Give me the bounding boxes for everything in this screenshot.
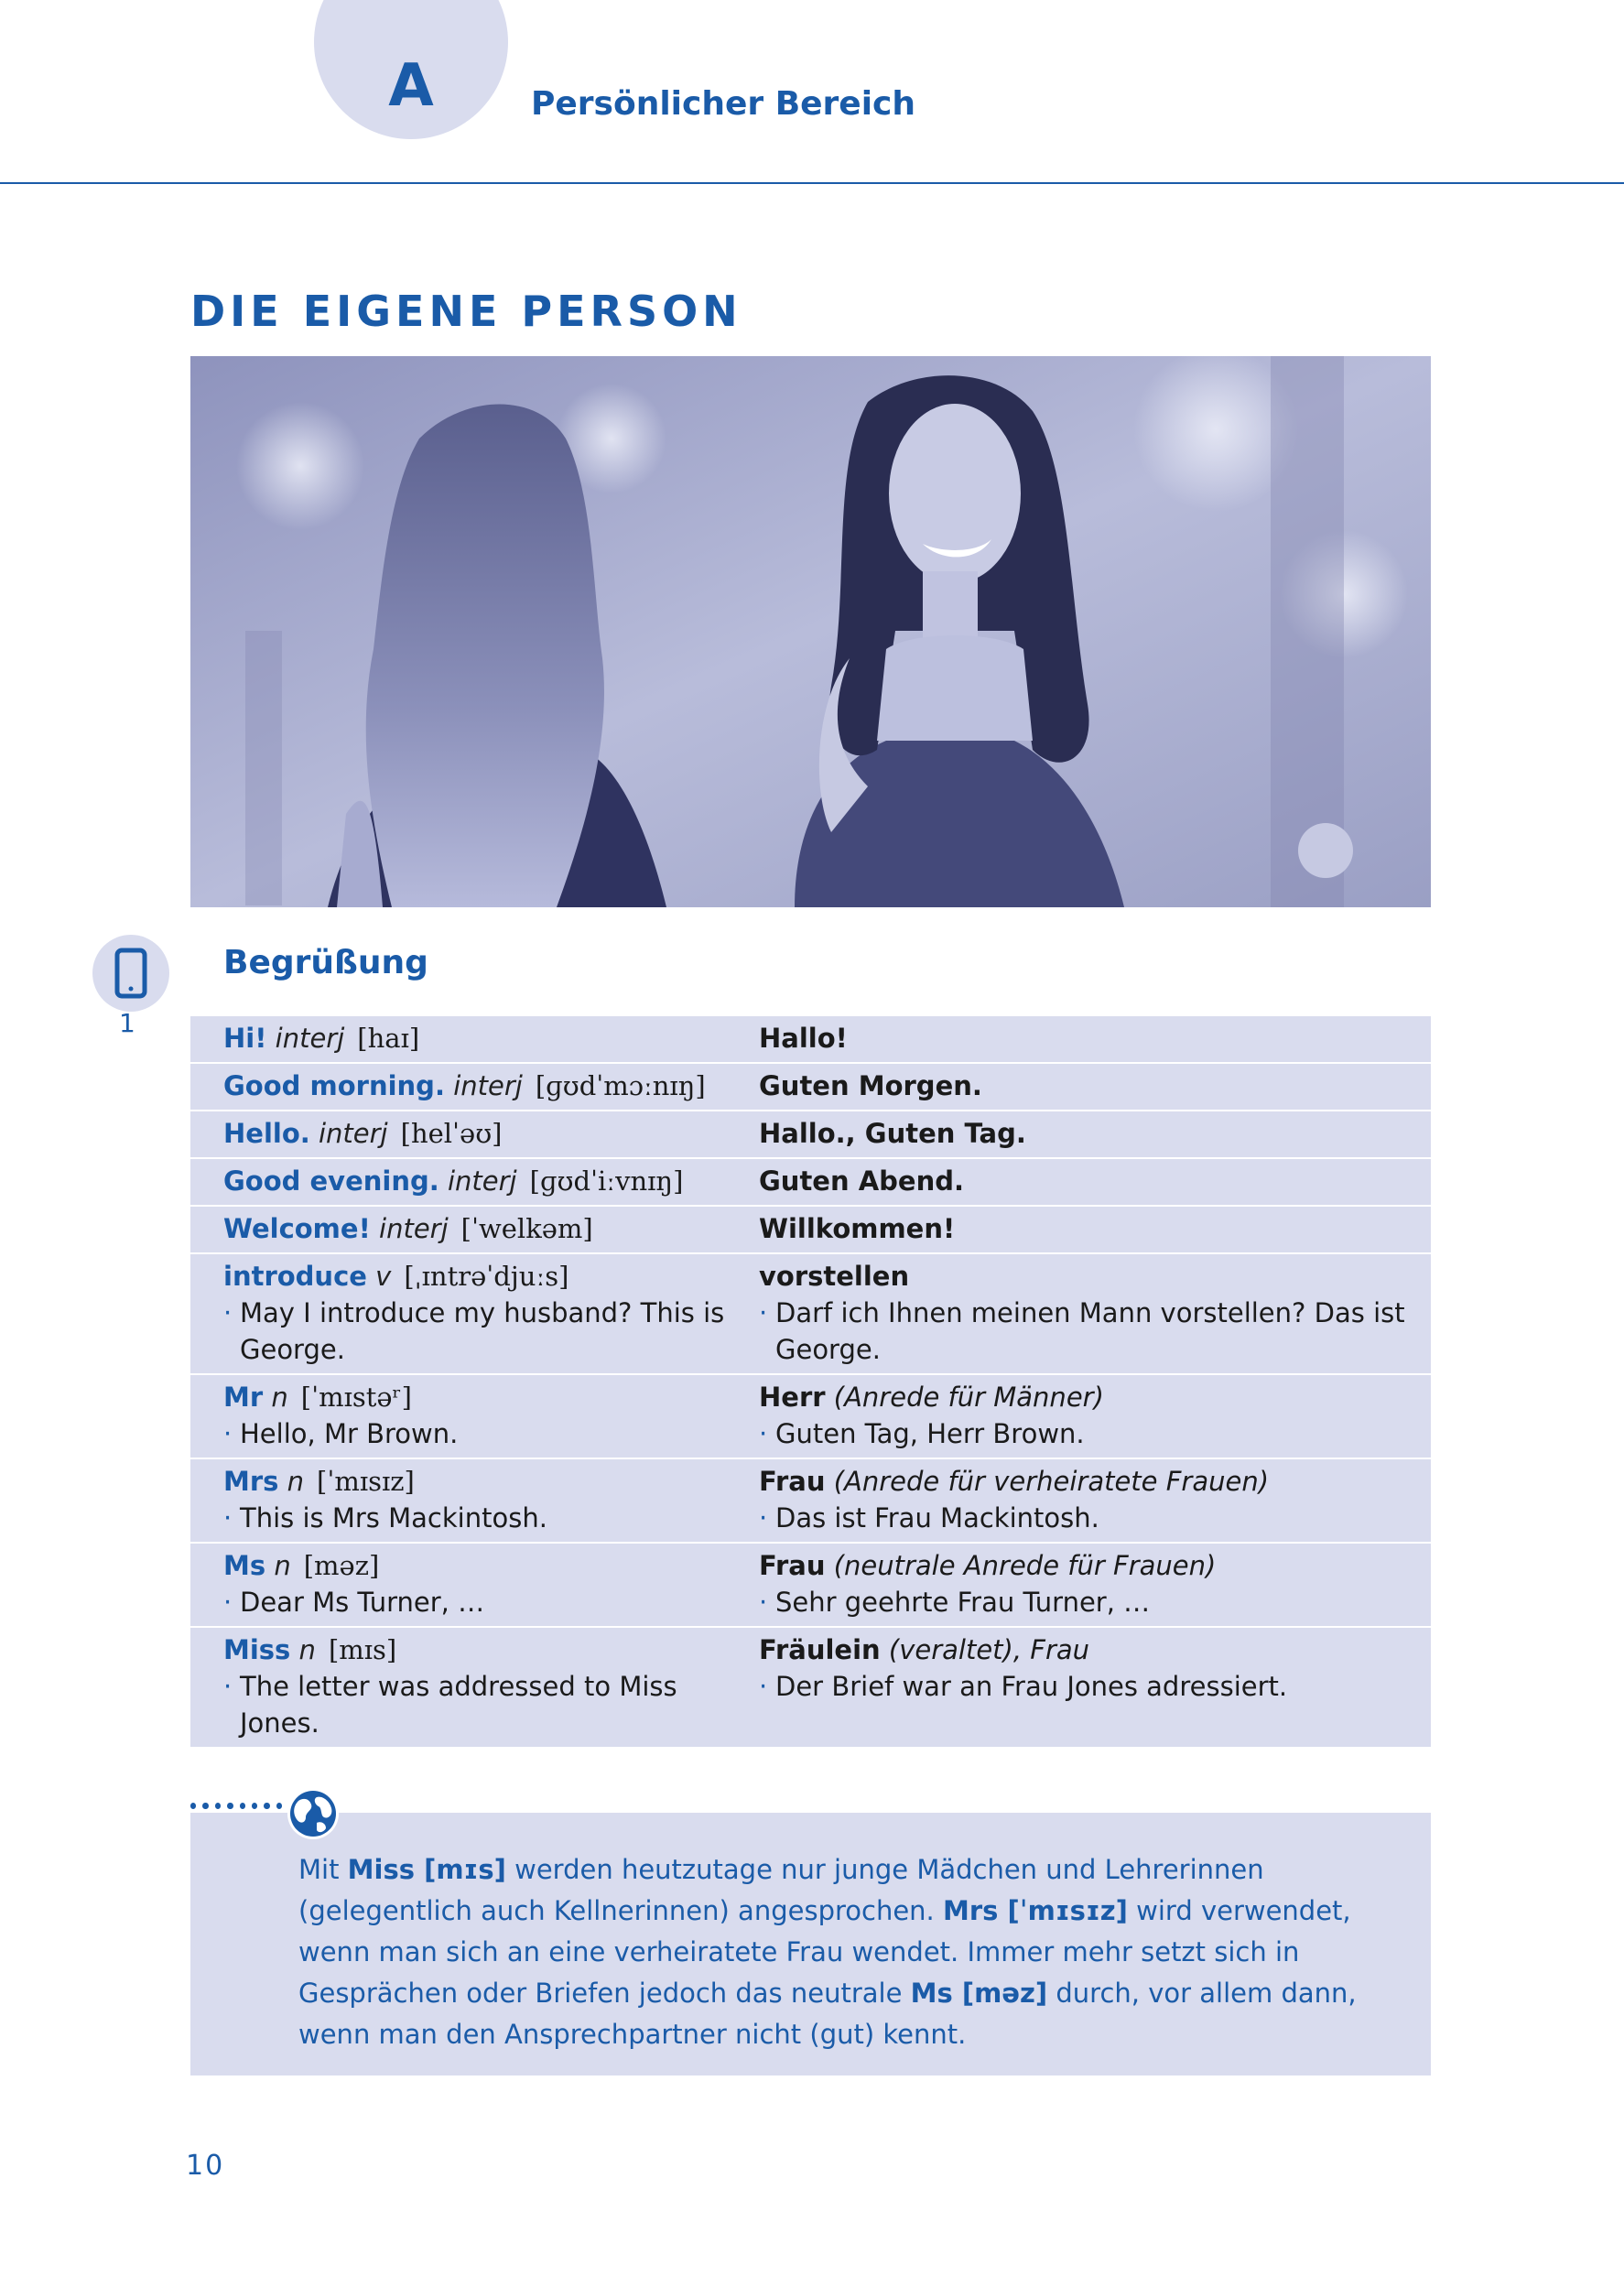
info-keyword: Mrs [ˈmɪsɪz] <box>943 1895 1128 1926</box>
example-text: This is Mrs Mackintosh. <box>240 1502 547 1534</box>
vocab-german <box>753 1379 1431 1452</box>
example-german <box>759 1668 1431 1705</box>
dot <box>264 1803 269 1809</box>
vocab-entry <box>223 1379 753 1415</box>
translation: Guten Abend. <box>759 1165 965 1197</box>
vocab-row <box>190 1159 1431 1207</box>
translation-note: (neutrale Anrede für Frauen) <box>833 1550 1217 1581</box>
vocab-entry <box>223 1631 753 1668</box>
vocab-english <box>190 1020 753 1057</box>
vocab-row <box>190 1544 1431 1628</box>
dot <box>215 1803 221 1809</box>
translation-entry <box>759 1115 1431 1152</box>
vocab-term: Ms <box>223 1550 266 1581</box>
example-english <box>223 1584 753 1620</box>
vocab-english <box>190 1463 753 1536</box>
vocab-term: Mr <box>223 1382 264 1413</box>
info-text-run: wird verwendet, wenn man sich an eine verheiratete Frau wendet. Immer mehr setzt sich in Gesprächen oder Briefen jedoch das neutrale <box>298 1895 1351 2009</box>
vocab-row <box>190 1254 1431 1375</box>
vocab-row <box>190 1016 1431 1064</box>
example-text: Das ist Frau Mackintosh. <box>775 1502 1099 1534</box>
part-of-speech: interj <box>453 1070 523 1101</box>
tablet-icon <box>114 948 147 999</box>
example-text: Guten Tag, Herr Brown. <box>775 1418 1085 1449</box>
pronunciation: [ɡʊdˈiːvnɪŋ] <box>529 1165 684 1197</box>
translation-entry <box>759 1020 1431 1057</box>
vocab-term: Welcome! <box>223 1213 371 1244</box>
vocab-german <box>753 1631 1431 1741</box>
vocab-entry <box>223 1163 753 1199</box>
vocab-row <box>190 1064 1431 1111</box>
vocab-english <box>190 1547 753 1620</box>
chapter-title: Persönlicher Bereich <box>531 85 916 123</box>
pronunciation: [ˈmɪsɪz] <box>317 1466 415 1497</box>
part-of-speech: n <box>271 1382 288 1413</box>
vocab-term: Good evening. <box>223 1165 439 1197</box>
photo-illustration <box>190 356 1431 907</box>
translation-note: (Anrede für verheiratete Frauen) <box>833 1466 1270 1497</box>
header-divider <box>0 182 1624 184</box>
translation: Guten Morgen. <box>759 1070 982 1101</box>
vocab-term: Hello. <box>223 1118 310 1149</box>
info-keyword: Miss [mɪs] <box>347 1854 506 1885</box>
vocab-german <box>753 1463 1431 1536</box>
translation-note: (veraltet), Frau <box>888 1634 1090 1665</box>
translation: vorstellen <box>759 1261 910 1292</box>
bullet-icon: · <box>759 1297 768 1328</box>
part-of-speech: interj <box>275 1023 345 1054</box>
page-title: DIE EIGENE PERSON <box>190 287 742 336</box>
translation: Hallo! <box>759 1023 848 1054</box>
translation-entry <box>759 1163 1431 1199</box>
info-text-run: Mit <box>298 1854 348 1885</box>
translation-entry <box>759 1547 1431 1584</box>
pronunciation: [haɪ] <box>357 1023 420 1054</box>
pronunciation: [ɡʊdˈmɔːnɪŋ] <box>535 1070 706 1101</box>
example-english <box>223 1668 753 1741</box>
dotted-leader <box>190 1803 282 1812</box>
globe-icon <box>286 1786 341 1841</box>
vocab-row <box>190 1375 1431 1459</box>
pronunciation: [mɪs] <box>328 1634 397 1665</box>
bullet-icon: · <box>759 1671 768 1702</box>
vocab-entry <box>223 1547 753 1584</box>
vocab-term: Good morning. <box>223 1070 445 1101</box>
example-text: Darf ich Ihnen meinen Mann vorstellen? Das ist George. <box>775 1297 1405 1365</box>
vocab-german <box>753 1163 1431 1199</box>
example-text: May I introduce my husband? This is George. <box>240 1297 725 1365</box>
part-of-speech: v <box>375 1261 392 1292</box>
pronunciation: [ˌɪntrəˈdjuːs] <box>404 1261 569 1292</box>
part-of-speech: n <box>287 1466 305 1497</box>
vocab-entry <box>223 1258 753 1295</box>
vocab-row <box>190 1459 1431 1544</box>
dot <box>240 1803 245 1809</box>
dot <box>276 1803 282 1809</box>
translation-note: (Anrede für Männer) <box>833 1382 1104 1413</box>
info-text-run: durch, vor allem dann, wenn man den Ansprechpartner nicht (gut) kennt. <box>298 1978 1357 2050</box>
bullet-icon: · <box>759 1418 768 1449</box>
part-of-speech: n <box>274 1550 291 1581</box>
vocab-english <box>190 1068 753 1104</box>
pronunciation: [ˈmɪstəʳ] <box>300 1382 412 1413</box>
part-of-speech: interj <box>379 1213 449 1244</box>
vocab-entry <box>223 1115 753 1152</box>
example-german <box>759 1500 1431 1536</box>
vocab-term: Mrs <box>223 1466 279 1497</box>
bullet-icon: · <box>223 1587 233 1618</box>
example-german <box>759 1584 1431 1620</box>
vocab-entry <box>223 1463 753 1500</box>
vocab-german <box>753 1547 1431 1620</box>
page-number: 10 <box>186 2150 225 2182</box>
info-box <box>190 1813 1431 2075</box>
vocab-german <box>753 1068 1431 1104</box>
dot <box>202 1803 208 1809</box>
translation: Herr <box>759 1382 826 1413</box>
info-keyword: Ms [məz] <box>910 1978 1048 2009</box>
pronunciation: [helˈəʊ] <box>400 1118 503 1149</box>
info-text-run: werden heutzutage nur junge Mädchen und Lehrerinnen (gelegentlich auch Kellnerinnen) angesprochen. <box>298 1854 1264 1926</box>
vocab-german <box>753 1210 1431 1247</box>
part-of-speech: interj <box>318 1118 388 1149</box>
chapter-letter: A <box>388 52 434 120</box>
vocab-english <box>190 1210 753 1247</box>
translation-entry <box>759 1463 1431 1500</box>
bullet-icon: · <box>759 1502 768 1534</box>
bullet-icon: · <box>223 1418 233 1449</box>
example-german <box>759 1295 1431 1368</box>
vocab-english <box>190 1258 753 1368</box>
vocab-english <box>190 1115 753 1152</box>
translation: Hallo., Guten Tag. <box>759 1118 1026 1149</box>
vocab-entry <box>223 1210 753 1247</box>
audio-track-number: 1 <box>119 1008 135 1038</box>
vocabulary-table <box>190 1016 1431 1749</box>
example-english <box>223 1295 753 1368</box>
pronunciation: [ˈwelkəm] <box>460 1213 593 1244</box>
vocab-term: introduce <box>223 1261 367 1292</box>
section-heading: Begrüßung <box>223 944 428 981</box>
example-english <box>223 1500 753 1536</box>
photo-two-women-greeting <box>190 356 1431 907</box>
bullet-icon: · <box>223 1671 233 1702</box>
example-text: Dear Ms Turner, … <box>240 1587 485 1618</box>
bullet-icon: · <box>223 1297 233 1328</box>
bullet-icon: · <box>223 1502 233 1534</box>
vocab-english <box>190 1631 753 1741</box>
vocab-term: Miss <box>223 1634 291 1665</box>
vocab-german <box>753 1115 1431 1152</box>
audio-track-badge[interactable] <box>92 935 169 1012</box>
vocab-english <box>190 1379 753 1452</box>
vocab-row <box>190 1628 1431 1749</box>
dot <box>190 1803 196 1809</box>
part-of-speech: interj <box>447 1165 517 1197</box>
example-text: Sehr geehrte Frau Turner, … <box>775 1587 1151 1618</box>
example-text: Hello, Mr Brown. <box>240 1418 459 1449</box>
pronunciation: [məz] <box>303 1550 380 1581</box>
translation-entry <box>759 1210 1431 1247</box>
translation: Fräulein <box>759 1634 881 1665</box>
vocab-english <box>190 1163 753 1199</box>
example-text: The letter was addressed to Miss Jones. <box>240 1671 677 1739</box>
bullet-icon: · <box>759 1587 768 1618</box>
translation-entry <box>759 1258 1431 1295</box>
example-english <box>223 1415 753 1452</box>
vocab-row <box>190 1207 1431 1254</box>
translation-entry <box>759 1068 1431 1104</box>
vocab-entry <box>223 1020 753 1057</box>
vocab-row <box>190 1111 1431 1159</box>
translation-entry <box>759 1631 1431 1668</box>
vocab-german <box>753 1020 1431 1057</box>
vocab-term: Hi! <box>223 1023 267 1054</box>
example-german <box>759 1415 1431 1452</box>
dot <box>252 1803 257 1809</box>
translation: Frau <box>759 1466 826 1497</box>
info-text <box>298 1849 1397 2055</box>
vocab-entry <box>223 1068 753 1104</box>
translation: Frau <box>759 1550 826 1581</box>
translation-entry <box>759 1379 1431 1415</box>
vocab-german <box>753 1258 1431 1368</box>
dot <box>227 1803 233 1809</box>
translation: Willkommen! <box>759 1213 956 1244</box>
example-text: Der Brief war an Frau Jones adressiert. <box>775 1671 1288 1702</box>
part-of-speech: n <box>298 1634 316 1665</box>
